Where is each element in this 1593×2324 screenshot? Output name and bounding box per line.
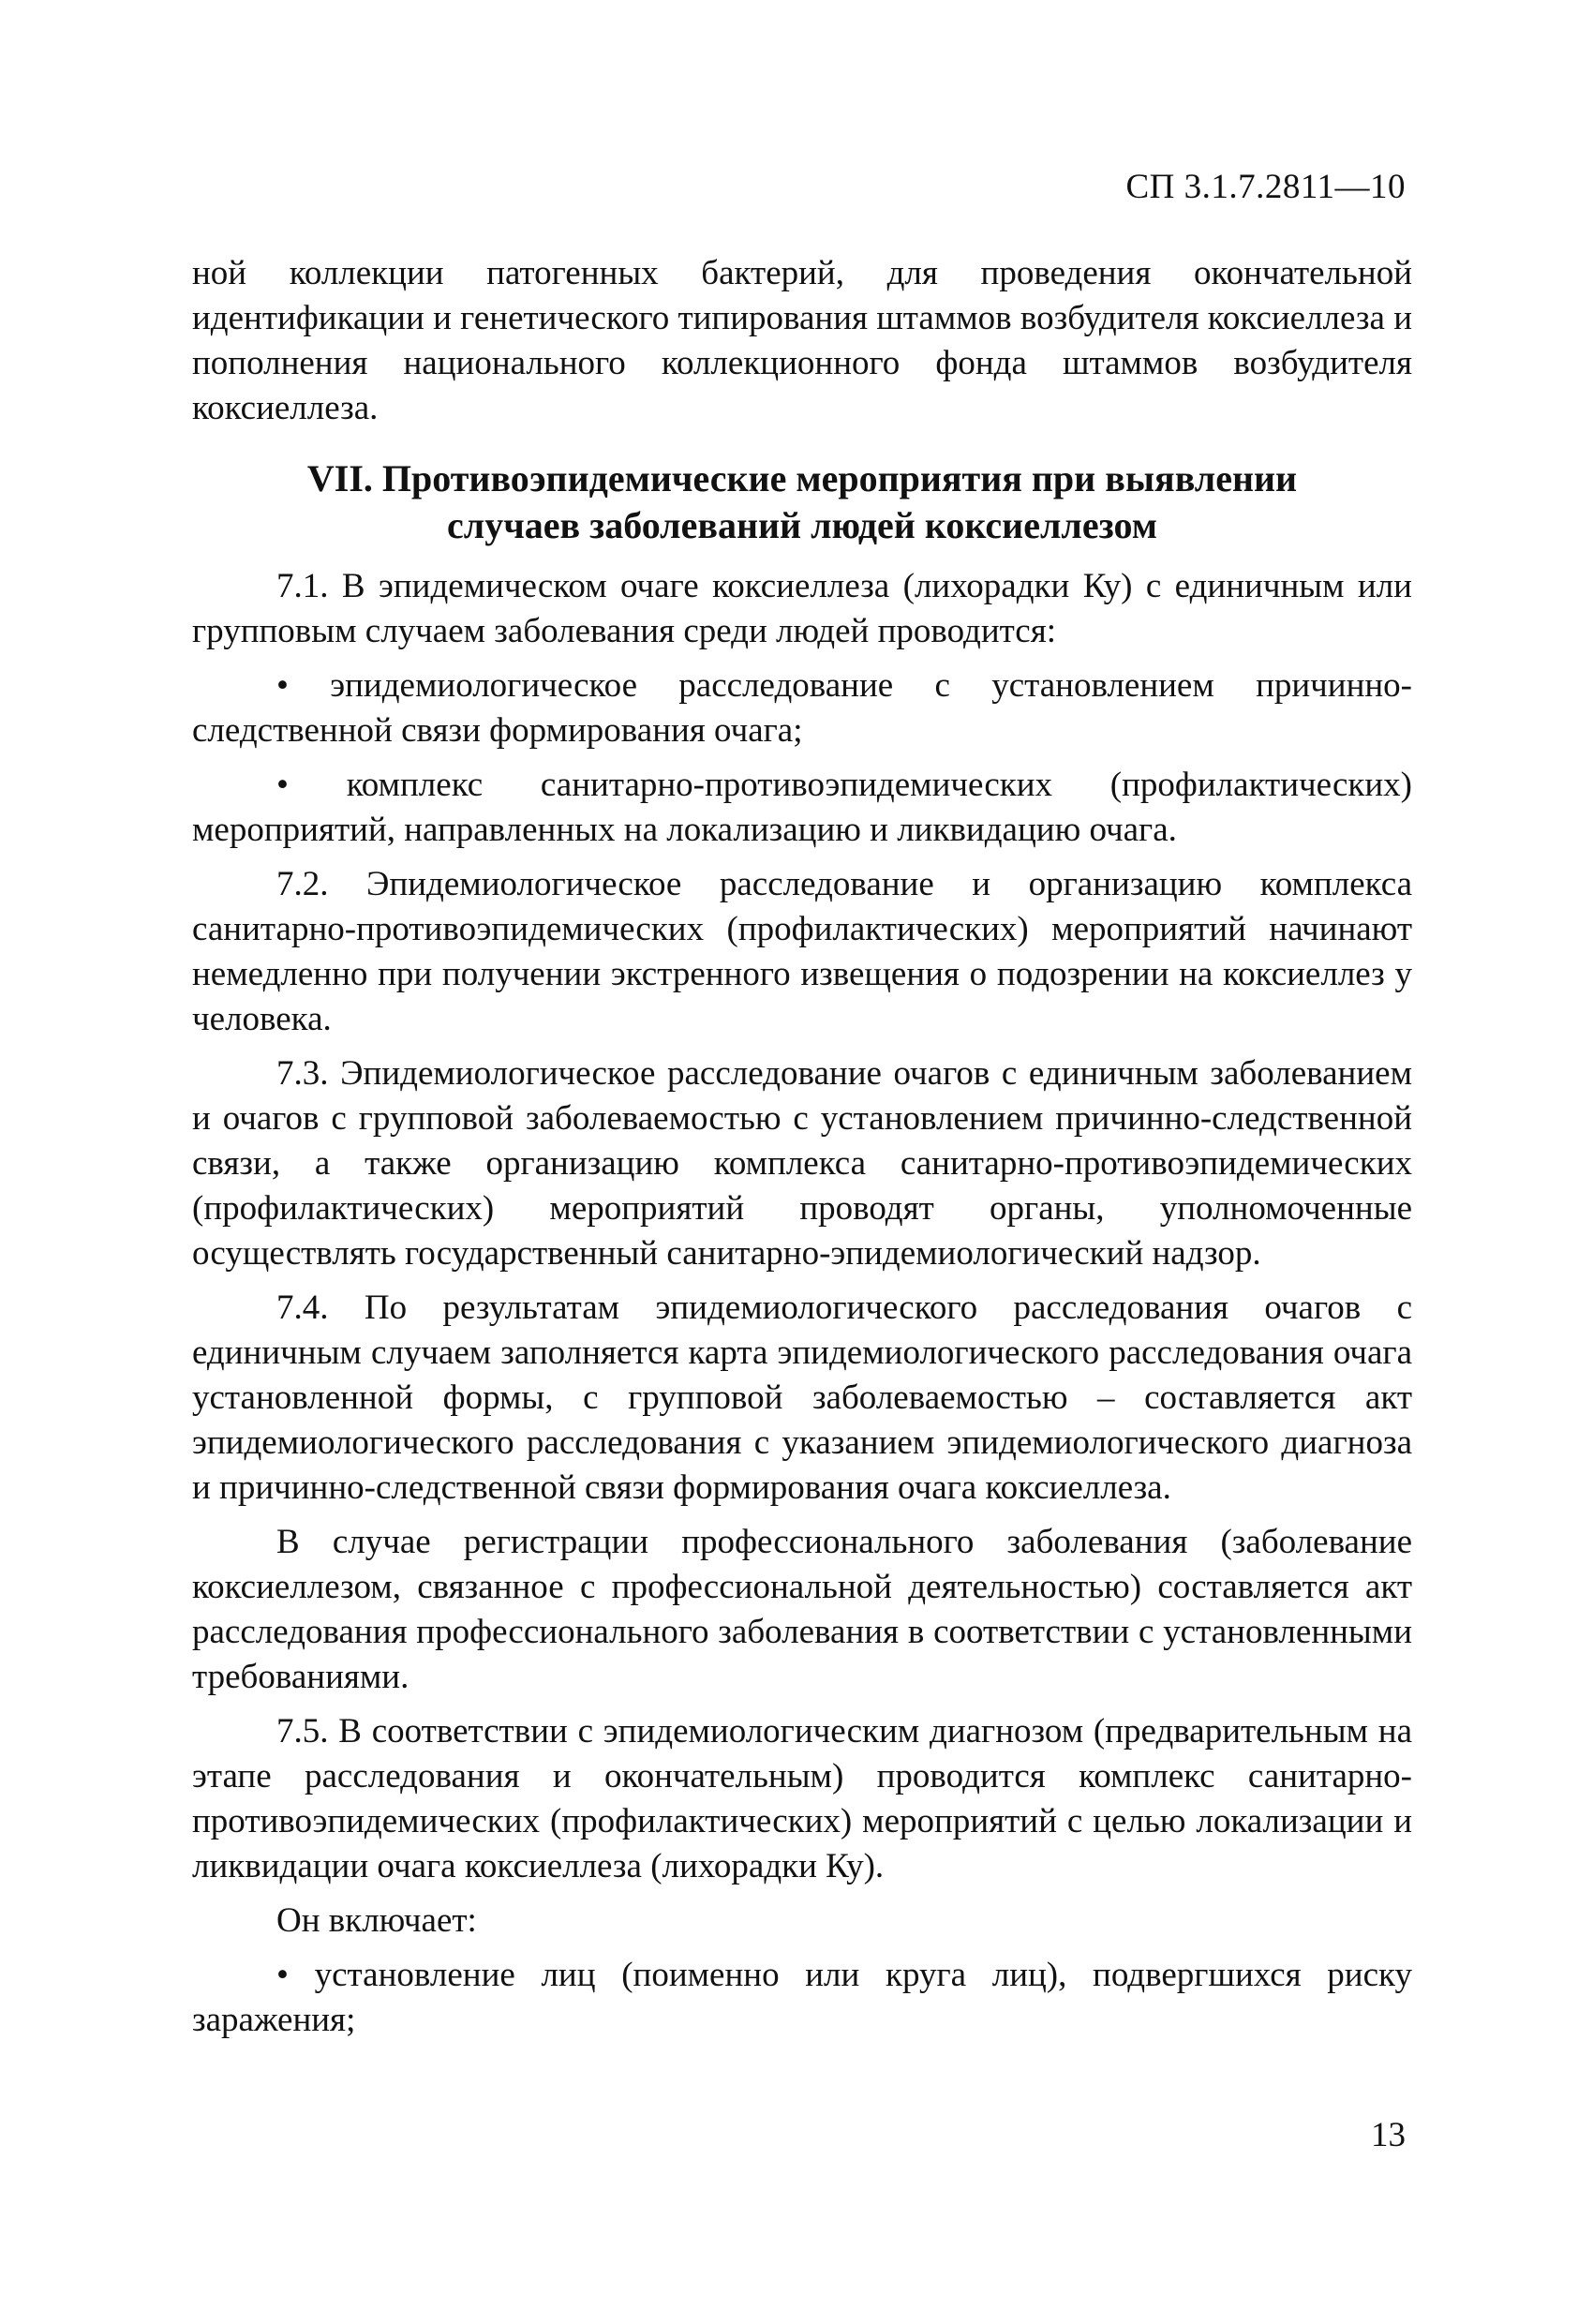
section-title-line-2: случаев заболеваний людей коксиеллезом xyxy=(447,504,1157,546)
section-title-line-1: VII. Противоэпидемические мероприятия при выявлении xyxy=(306,457,1298,499)
paragraph-7-2: 7.2. Эпидемиологическое расследование и организацию комплекса санитарно-противоэпидемических (профилактических) мероприятий начинают немедленно при получении экстренного извещения о подозрении на коксиеллез у человека. xyxy=(192,865,1412,1038)
paragraph-includes: Он включает: xyxy=(276,1901,477,1940)
paragraph-7-4: 7.4. По результатам эпидемиологического расследования очагов с единичным случаем заполняется карта эпидемиологического расследования очага установленной формы, с групповой заболеваемостью – составляется акт эпидемиологического расследования с указанием эпидемиологического диагноза и причинно-следственной связи формирования очага коксиеллеза. xyxy=(192,1289,1412,1507)
paragraph-occupational: В случае регистрации профессионального заболевания (заболевание коксиеллезом, связанное с профессиональной деятельностью) составляется акт расследования профессионального заболевания в соответствии с установленными требованиями. xyxy=(192,1523,1412,1696)
document-body xyxy=(192,251,1412,2052)
bullet-item-investigation: • эпидемиологическое расследование с установлением причинно-следственной связи формирования очага; xyxy=(192,666,1412,750)
document-code: СП 3.1.7.2811—10 xyxy=(1125,168,1406,206)
paragraph-7-1: 7.1. В эпидемическом очаге коксиеллеза (лихорадки Ку) с единичным или групповым случаем заболевания среди людей проводится: xyxy=(192,567,1412,650)
section-title xyxy=(192,455,1412,549)
page-number: 13 xyxy=(1371,2116,1406,2154)
bullet-item-persons-at-risk: • установление лиц (поименно или круга лиц), подвергшихся риску заражения; xyxy=(192,1956,1412,2039)
paragraph-7-3: 7.3. Эпидемиологическое расследование очагов с единичным заболеванием и очагов с групповой заболеваемостью с установлением причинно-следственной связи, а также организацию комплекса санитарно-противоэпидемических (профилактических) мероприятий проводят органы, уполномоченные осуществлять государственный санитарно-эпидемиологический надзор. xyxy=(192,1054,1412,1273)
paragraph-7-5: 7.5. В соответствии с эпидемиологическим диагнозом (предварительным на этапе расследования и окончательным) проводится комплекс санитарно-противоэпидемических (профилактических) мероприятий с целью локализации и ликвидации очага коксиеллеза (лихорадки Ку). xyxy=(192,1712,1412,1885)
bullet-item-measures: • комплекс санитарно-противоэпидемических (профилактических) мероприятий, направленных на локализацию и ликвидацию очага. xyxy=(192,766,1412,849)
paragraph-continuation: ной коллекции патогенных бактерий, для проведения окончательной идентификации и генетического типирования штаммов возбудителя коксиеллеза и пополнения национального коллекционного фонда штаммов возбудителя коксиеллеза. xyxy=(192,254,1412,427)
